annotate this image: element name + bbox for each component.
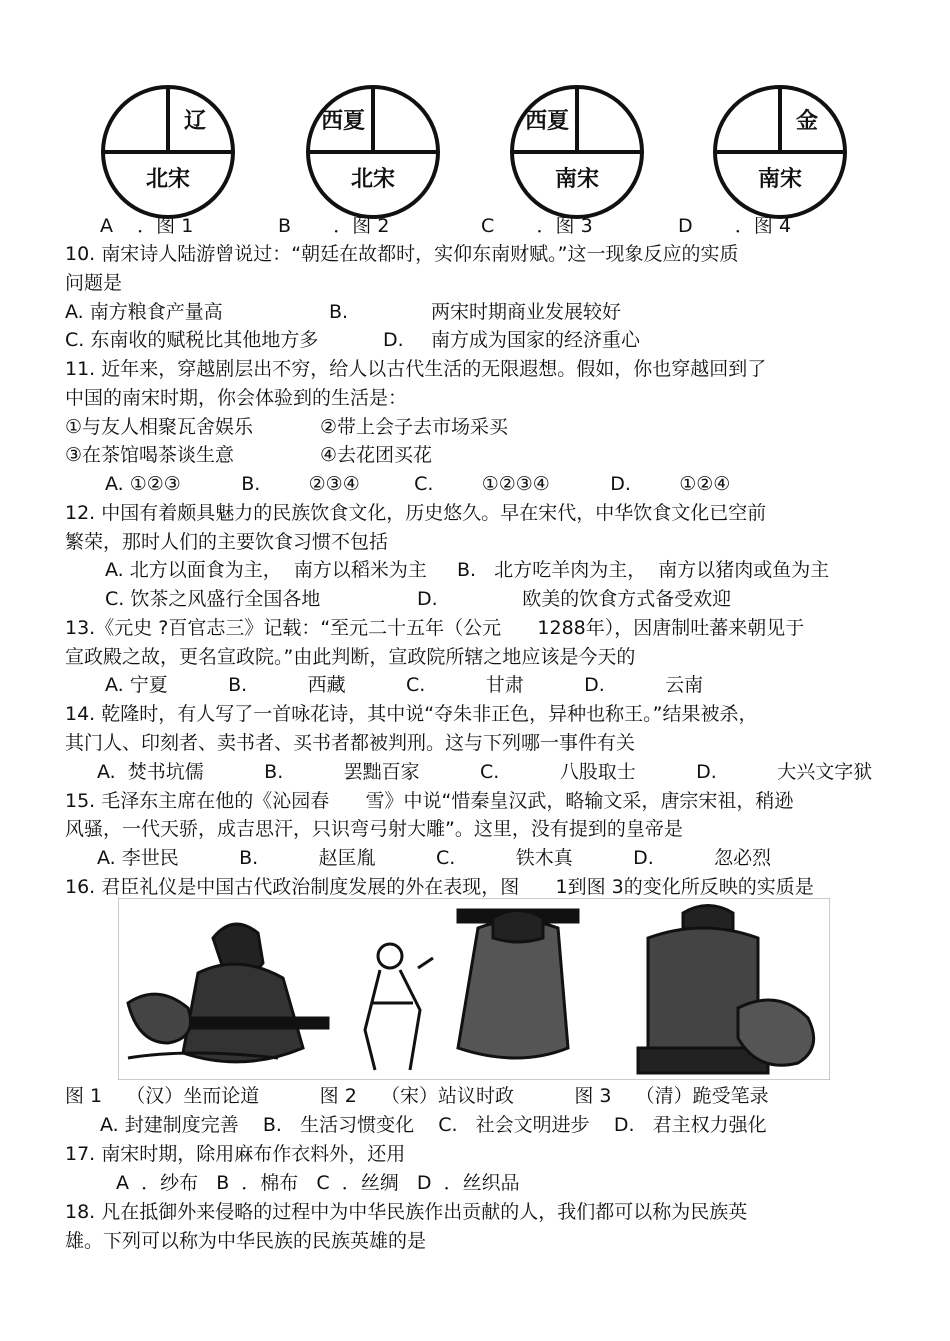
q18-stem-line-1: 18. 凡在抵御外来侵略的过程中为中华民族作出贡献的人，我们都可以称为民族英 — [65, 1201, 748, 1223]
circle-label-top: 西夏 — [524, 109, 570, 134]
circle-label-top: 西夏 — [320, 109, 366, 134]
circle-label-bottom: 南宋 — [757, 167, 803, 192]
q12-stem-line-1: 12. 中国有着颇具魅力的民族饮食文化，历史悠久。早在宋代，中华饮食文化已空前 — [65, 502, 767, 524]
q11-stem-line-1: 11. 近年来，穿越剧层出不穷，给人以古代生活的无限遐想。假如，你也穿越回到了 — [65, 358, 767, 380]
territory-diagram-2 — [303, 82, 443, 222]
q15-stem-line-1: 15. 毛泽东主席在他的《沁园春 雪》中说“惜秦皇汉武，略输文采，唐宗宋祖，稍逊 — [65, 790, 794, 812]
q11-item-3: ③在茶馆喝茶谈生意 — [65, 444, 235, 466]
circle-label-bottom: 北宋 — [145, 167, 191, 192]
q14-options: A. 焚书坑儒 B. 罢黜百家 C. 八股取士 D. 大兴文字狱 — [97, 761, 873, 783]
circle-diagram-svg — [507, 82, 647, 222]
circle-diagram-svg — [303, 82, 443, 222]
circle-label-right: 辽 — [183, 109, 207, 134]
q18-stem-line-2: 雄。下列可以称为中华民族的民族英雄的是 — [65, 1230, 427, 1252]
option-c-figure-3: C ．图 3 — [481, 215, 593, 237]
q10-option-d-text: 南方成为国家的经济重心 — [431, 329, 641, 351]
q11-item-2: ②带上会子去市场采买 — [320, 416, 509, 438]
q16-figure-captions: 图 1 （汉）坐而论道 图 2 （宋）站议时政 图 3 （清）跪受笔录 — [65, 1085, 769, 1107]
q15-options: A. 李世民 B. 赵匡胤 C. 铁木真 D. 忽必烈 — [97, 847, 772, 869]
option-b-figure-2: B ．图 2 — [278, 215, 390, 237]
q10-stem-line-2: 问题是 — [65, 272, 123, 294]
circle-label-bottom: 南宋 — [554, 167, 600, 192]
circle-label-bottom: 北宋 — [350, 167, 396, 192]
etiquette-illustration — [118, 898, 830, 1080]
q12-stem-line-2: 繁荣，那时人们的主要饮食习惯不包括 — [65, 531, 389, 553]
q10-option-c: C. 东南收的赋税比其他地方多 — [65, 329, 319, 351]
q17-options: A ．纱布 B ．棉布 C ．丝绸 D ．丝织品 — [116, 1172, 520, 1194]
q10-option-d-letter: D. — [383, 329, 404, 351]
q12-options-cd: C. 饮茶之风盛行全国各地 D. 欧美的饮食方式备受欢迎 — [105, 588, 732, 610]
q10-stem-line-1: 10. 南宋诗人陆游曾说过：“朝廷在故都时，实仰东南财赋。”这一现象反应的实质 — [65, 243, 739, 265]
option-a-figure-1: A ．图 1 — [100, 215, 194, 237]
option-d-figure-4: D ．图 4 — [678, 215, 792, 237]
q10-option-b-letter: B. — [329, 301, 349, 323]
q10-option-a: A. 南方粮食产量高 — [65, 301, 223, 323]
circle-label-right: 金 — [795, 109, 819, 134]
etiquette-illustration-svg — [118, 898, 830, 1080]
territory-diagram-3 — [507, 82, 647, 222]
circle-diagram-svg — [98, 82, 238, 222]
q13-stem-line-1: 13.《元史 ?百官志三》记载：“至元二十五年（公元 1288年），因唐制吐蕃来朝见于 — [65, 617, 805, 639]
circle-diagram-svg — [710, 82, 850, 222]
q14-stem-line-1: 14. 乾隆时，有人写了一首咏花诗，其中说“夺朱非正色，异种也称王。”结果被杀， — [65, 703, 758, 725]
q16-stem: 16. 君臣礼仪是中国古代政治制度发展的外在表现，图 1到图 3的变化所反映的实质是 — [65, 876, 814, 898]
q13-options: A. 宁夏 B. 西藏 C. 甘肃 D. 云南 — [105, 674, 704, 696]
q11-options: A. ①②③ B. ②③④ C. ①②③④ D. ①②④ — [105, 473, 731, 495]
q16-options: A. 封建制度完善 B. 生活习惯变化 C. 社会文明进步 D. 君主权力强化 — [100, 1114, 767, 1136]
territory-diagram-4 — [710, 82, 850, 222]
q13-stem-line-2: 宣政殿之故，更名宣政院。”由此判断，宣政院所辖之地应该是今天的 — [65, 646, 636, 668]
q15-stem-line-2: 风骚，一代天骄，成吉思汗，只识弯弓射大雕”。这里，没有提到的皇帝是 — [65, 818, 683, 840]
q17-stem: 17. 南宋时期，除用麻布作衣料外，还用 — [65, 1143, 406, 1165]
territory-diagram-1 — [98, 82, 238, 222]
q10-option-b-text: 两宋时期商业发展较好 — [431, 301, 622, 323]
q12-options-ab: A. 北方以面食为主， 南方以稻米为主 B. 北方吃羊肉为主， 南方以猪肉或鱼为主 — [105, 559, 830, 581]
q11-stem-line-2: 中国的南宋时期，你会体验到的生活是： — [65, 387, 408, 409]
q11-item-4: ④去花团买花 — [320, 444, 433, 466]
q14-stem-line-2: 其门人、印刻者、卖书者、买书者都被判刑。这与下列哪一事件有关 — [65, 732, 636, 754]
q11-item-1: ①与友人相聚瓦舍娱乐 — [65, 416, 254, 438]
